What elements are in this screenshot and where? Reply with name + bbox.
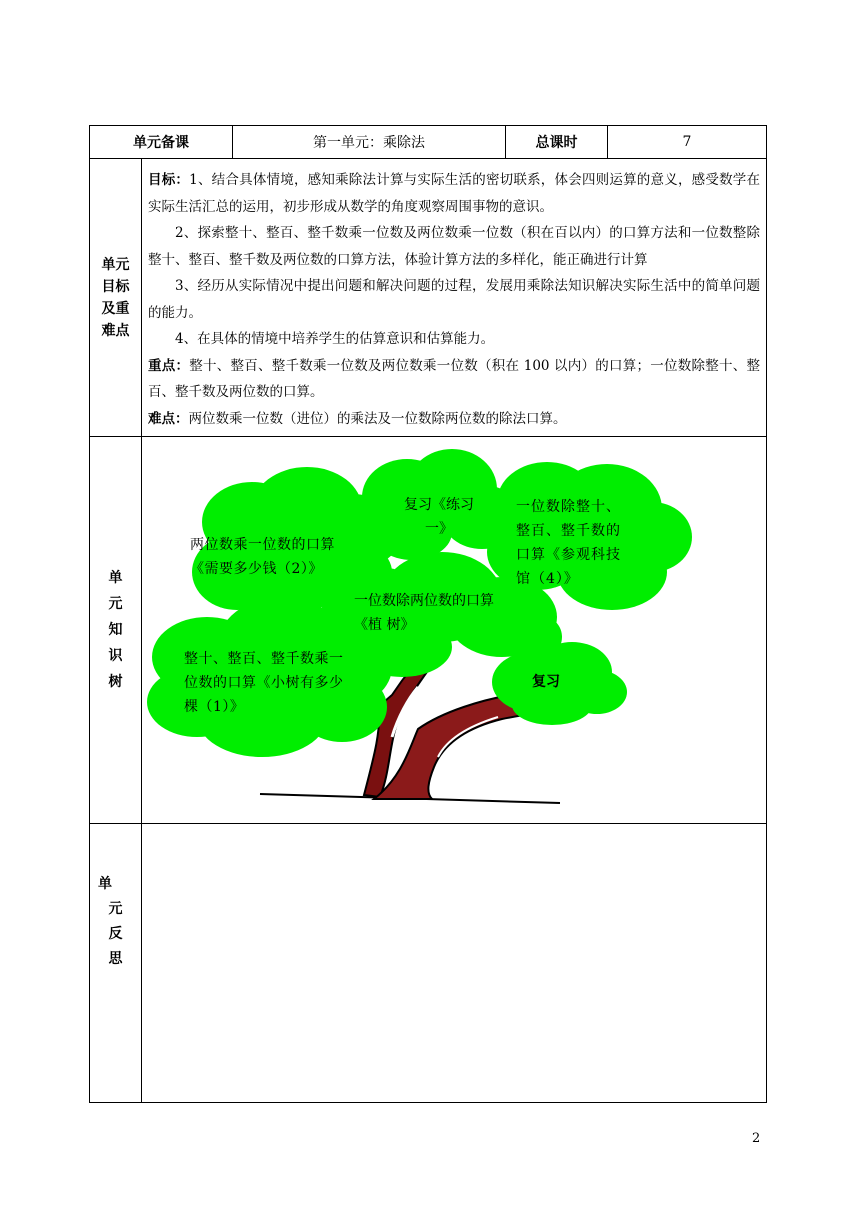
unit-plan-table [89,125,767,1103]
reflection-label-char: 元 [108,901,123,917]
leaf-divide-whole-tens: 一位数除整十、整百、整千数的口算《参观科技馆（4）》 [516,499,621,587]
page-number: 2 [752,1131,761,1146]
header-row [90,126,767,159]
key-text: 整十、整百、整千数乘一位数及两位数乘一位数（积在 100 以内）的口算；一位数除整十、整百、整千数及两位数的口算。 [148,357,760,400]
reflection-label-char: 反 [108,926,123,942]
goals-row [90,159,767,437]
key-label: 重点： [148,357,190,374]
goals-label-line: 单元 [101,256,130,273]
reflection-content[interactable] [142,824,767,1103]
leaf-multiply-two-digit: 两位数乘一位数的口算《需要多少钱（2）》 [190,537,335,577]
unit-prep-label: 单元备课 [90,126,233,159]
goal-1 [148,167,760,220]
total-hours-label: 总课时 [506,126,608,159]
key-point [148,353,760,406]
knowledge-tree-row [90,437,767,824]
goal-key: 目标： [148,172,190,188]
leaf-review-1: 复习《练习一》 [404,497,474,537]
goal-2: 2、探索整十、整百、整千数乘一位数及两位数乘一位数（积在百以内）的口算方法和一位数整除整十、整百、整千数及两位数的口算方法，体验计算方法的多样化，能正确进行计算 [148,225,760,268]
total-hours-value: 7 [608,126,767,159]
goal-1-text: 1、结合具体情境，感知乘除法计算与实际生活的密切联系，体会四则运算的意义，感受数学在实际生活汇总的运用，初步形成从数学的角度观察周围事物的意识。 [148,172,761,215]
goal-3: 3、经历从实际情况中提出问题和解决问题的过程，发展用乘除法知识解决实际生活中的简单问题的能力。 [148,278,760,321]
reflection-label-char: 思 [108,951,123,967]
goals-label [90,159,142,437]
goals-label-line: 及重 [101,300,130,317]
reflection-label [90,824,142,1103]
tree-label [90,437,142,824]
tree-label-char: 单 [108,570,123,586]
tree-label-char: 识 [108,648,123,664]
reflection-row [90,824,767,1103]
goals-label-line: 目标 [101,278,130,295]
reflection-label-char: 单 [98,876,112,892]
goal-4: 4、在具体的情境中培养学生的估算意识和估算能力。 [175,331,495,347]
tree-label-char: 知 [108,622,123,638]
leaf-divide-two-digit: 一位数除两位数的口算《植 树》 [354,593,494,633]
goals-label-line: 难点 [101,322,130,339]
goals-content [142,159,767,437]
diff-text: 两位数乘一位数（进位）的乘法及一位数除两位数的除法口算。 [188,410,567,427]
tree-cell [142,437,767,824]
knowledge-tree [142,437,766,823]
diff-label: 难点： [148,410,189,427]
difficulty [148,406,760,433]
tree-label-char: 树 [108,674,123,690]
tree-label-char: 元 [108,596,123,612]
leaf-multiply-whole-tens: 整十、整百、整千数乘一位数的口算《小树有多少棵（1）》 [184,651,344,715]
leaf-review-2: 复习 [532,674,560,690]
unit-title: 第一单元：乘除法 [233,126,506,159]
